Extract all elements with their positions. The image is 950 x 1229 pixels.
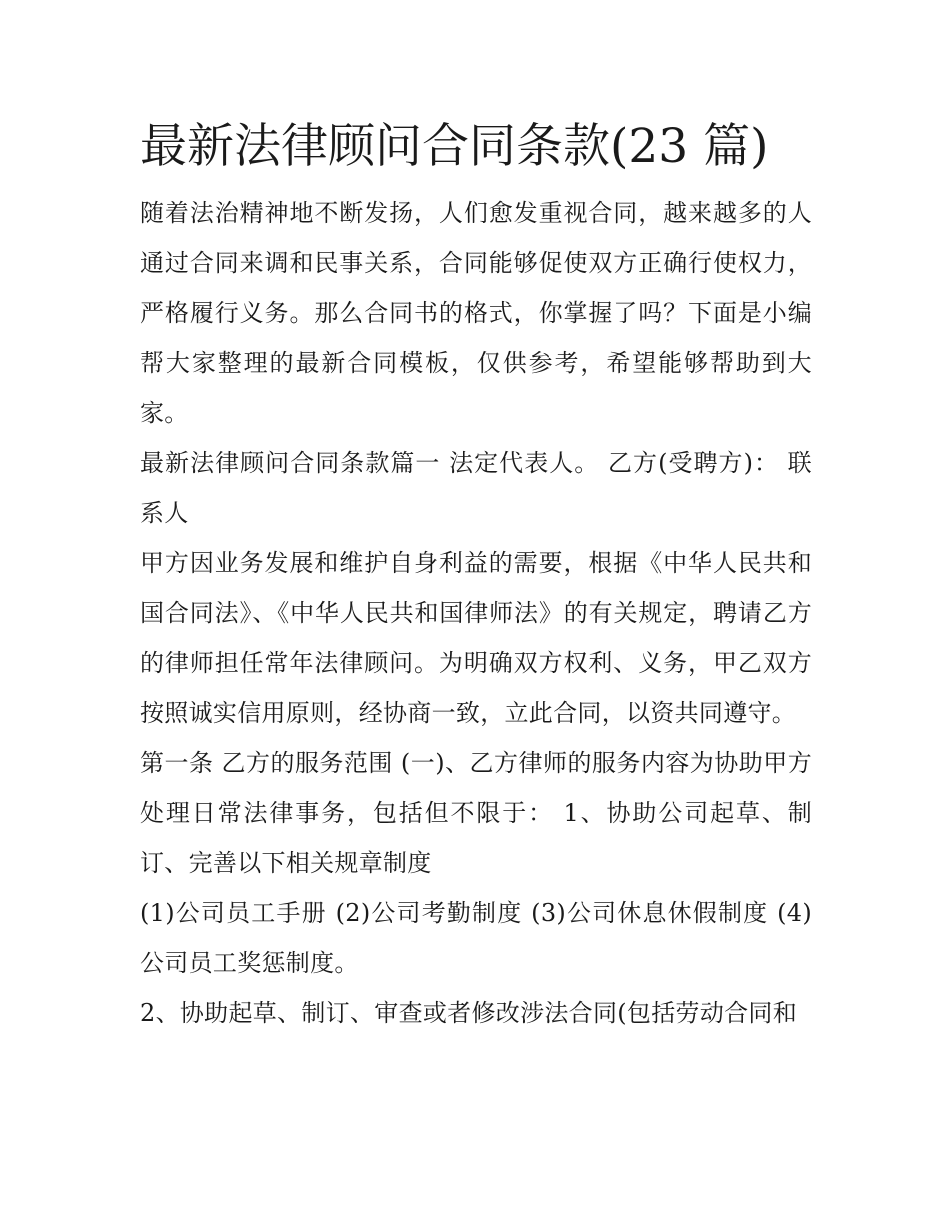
document-page [140,112,812,1038]
preamble-paragraph: 甲方因业务发展和维护自身利益的需要，根据《中华人民共和国合同法》、《中华人民共和国律师法》的有关规定，聘请乙方的律师担任常年法律顾问。为明确双方权利、义务，甲乙双方按照诚实信用原则，经协商一致，立此合同，以资共同遵守。 [140,549,812,727]
contracts-item-paragraph: 2、协助起草、制订、审查或者修改涉法合同(包括劳动合同和 [140,999,798,1027]
intro-paragraph: 随着法治精神地不断发扬，人们愈发重视合同，越来越多的人通过合同来调和民事关系，合同能够促使双方正确行使权力，严格履行义务。那么合同书的格式，你掌握了吗？下面是小编帮大家整理的最新合同模板，仅供参考，希望能够帮助到大家。 [140,199,812,427]
document-title: 最新法律顾问合同条款(23 篇) [140,119,769,174]
section-heading-paragraph: 最新法律顾问合同条款篇一 法定代表人。 乙方(受聘方)： 联系人 [140,449,812,527]
regulations-list-paragraph: (1)公司员工手册 (2)公司考勤制度 (3)公司休息休假制度 (4)公司员工奖惩制度。 [140,899,812,977]
article-one-paragraph: 第一条 乙方的服务范围 (一)、乙方律师的服务内容为协助甲方处理日常法律事务，包括但不限于： 1、协助公司起草、制订、完善以下相关规章制度 [140,749,812,877]
